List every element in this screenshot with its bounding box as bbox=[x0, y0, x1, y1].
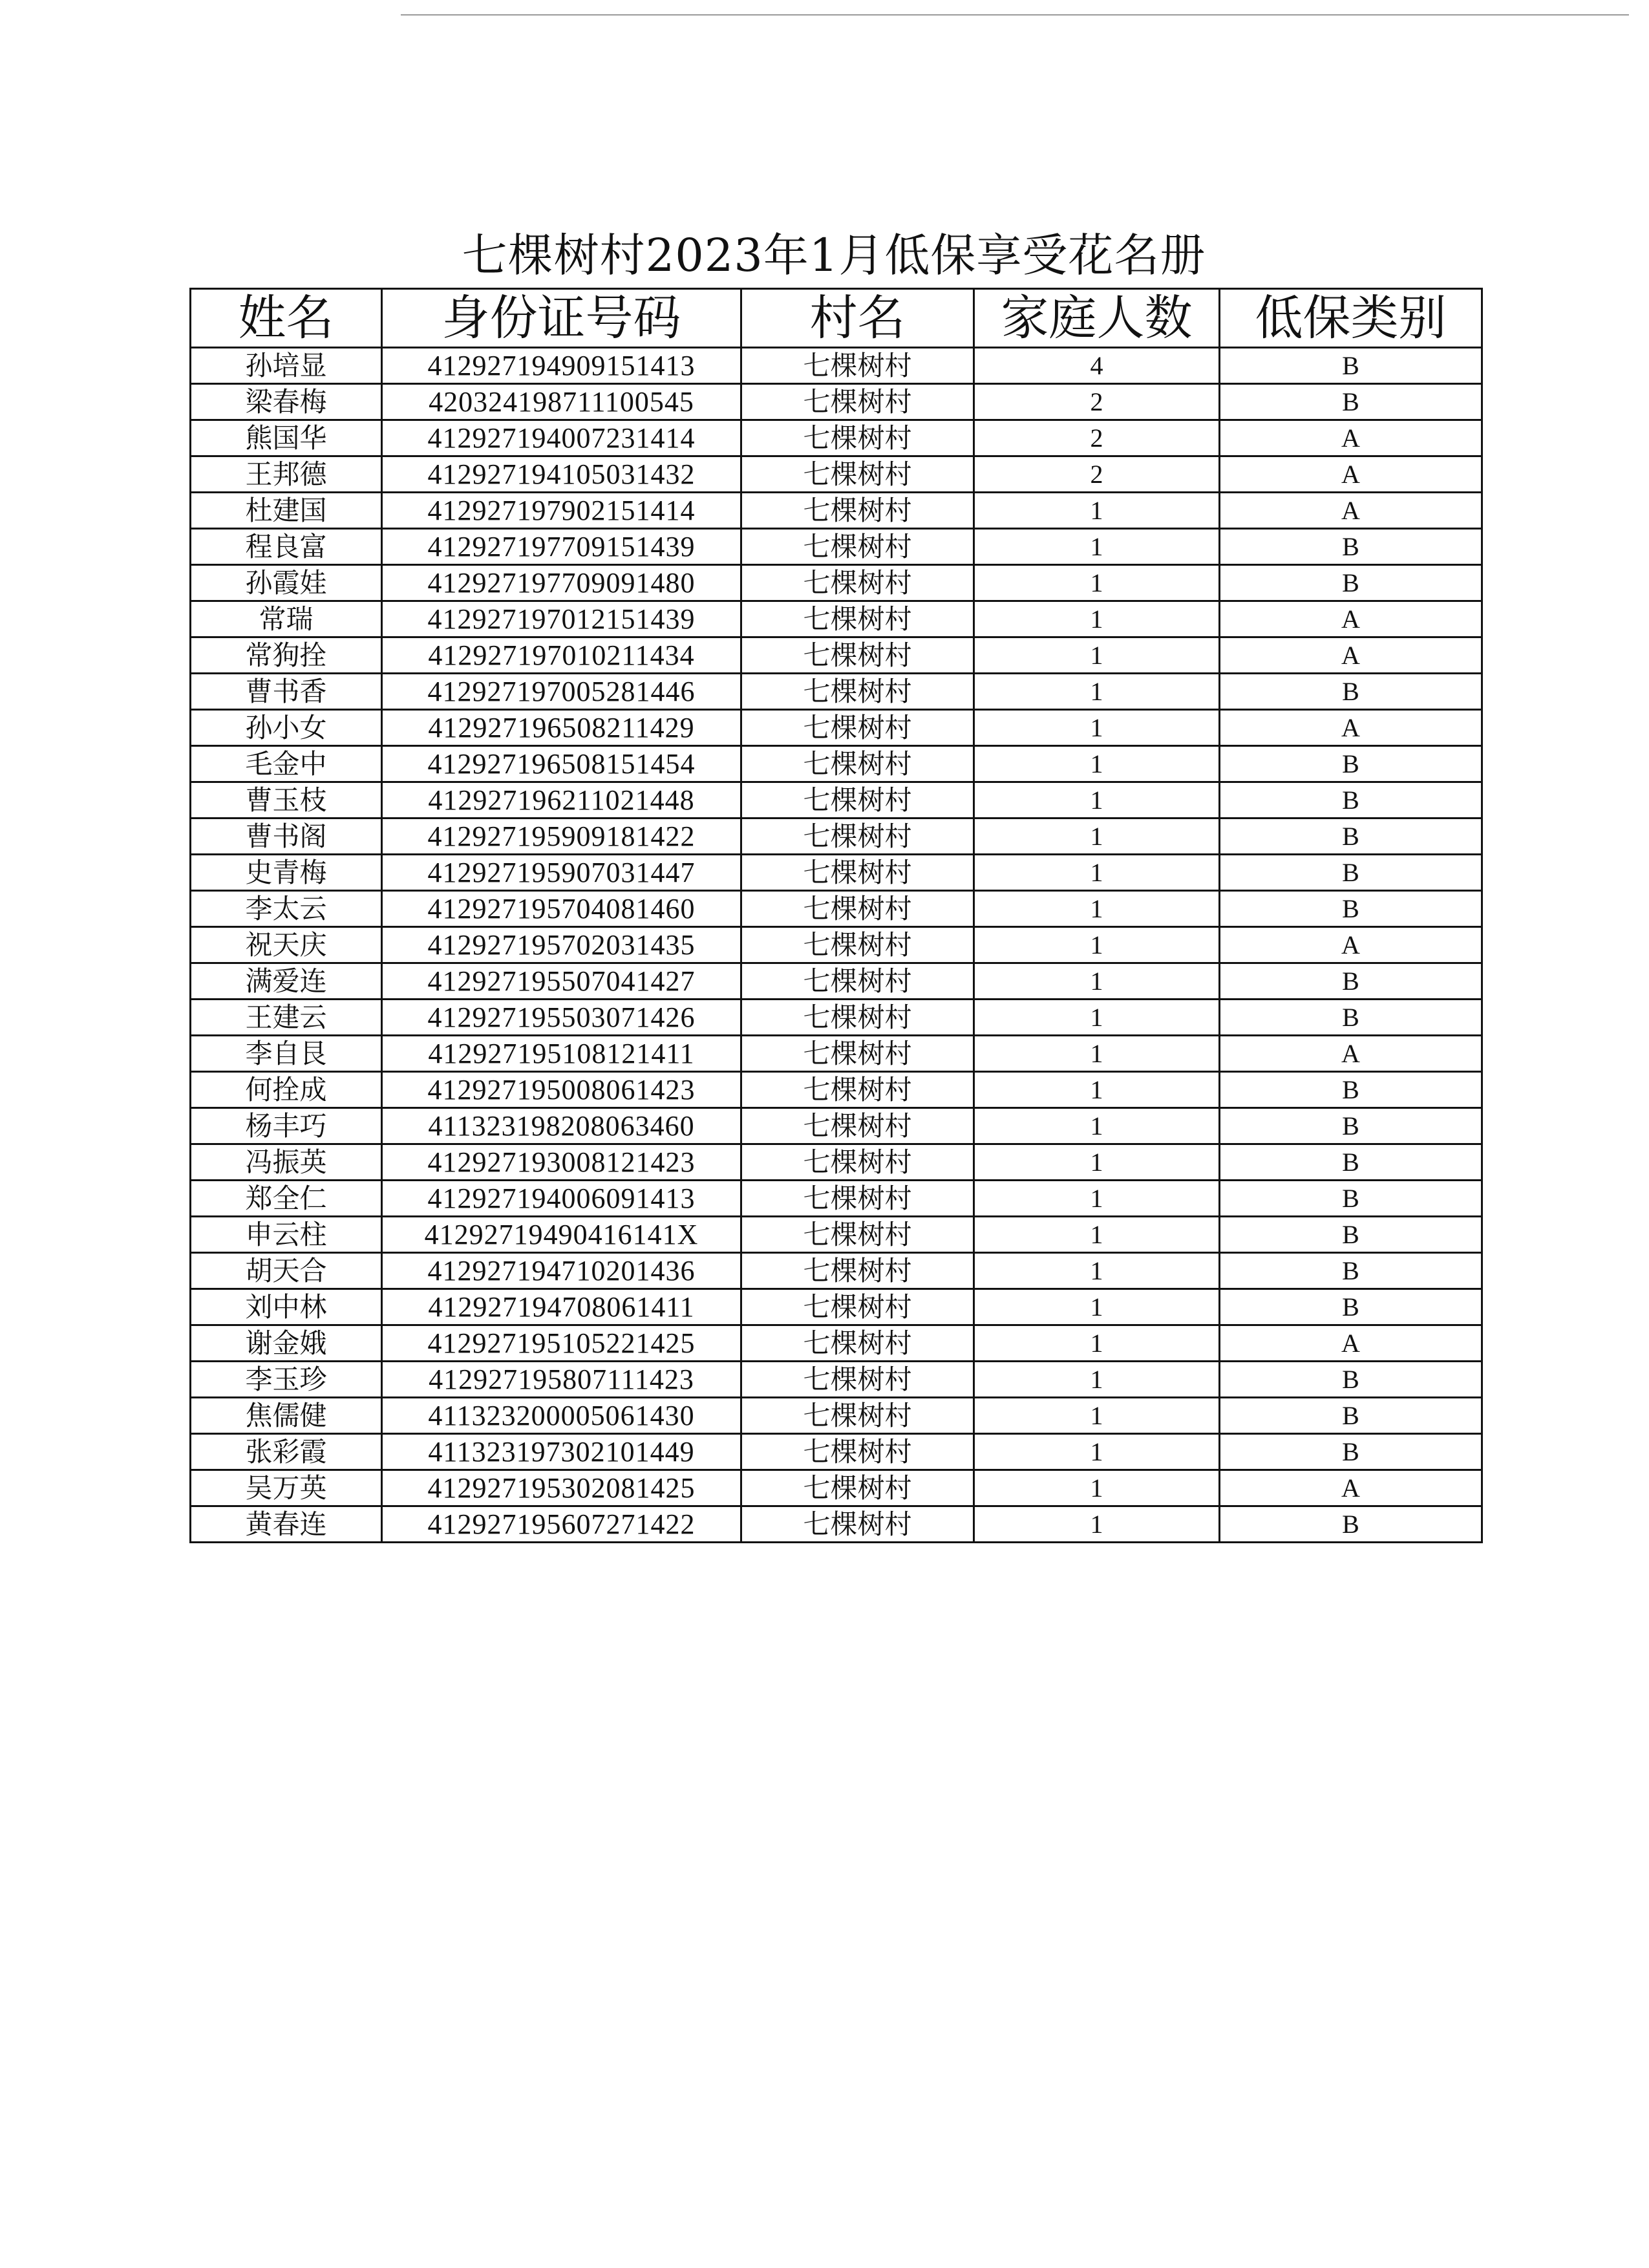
table-row bbox=[191, 348, 1482, 384]
table-row bbox=[191, 1470, 1482, 1506]
cell-village: 七棵树村 bbox=[741, 456, 974, 493]
cell-name: 孙小女 bbox=[191, 710, 382, 746]
cell-id-number: 412927197012151439 bbox=[382, 601, 741, 637]
cell-village: 七棵树村 bbox=[741, 927, 974, 963]
cell-village: 七棵树村 bbox=[741, 1072, 974, 1108]
cell-village: 七棵树村 bbox=[741, 963, 974, 1000]
cell-name: 祝天庆 bbox=[191, 927, 382, 963]
cell-name: 张彩霞 bbox=[191, 1434, 382, 1470]
cell-household-size: 1 bbox=[974, 1398, 1220, 1434]
table-row bbox=[191, 565, 1482, 601]
cell-category: A bbox=[1220, 493, 1482, 529]
document-title: 七棵树村2023年1月低保享受花名册 bbox=[462, 229, 1206, 282]
cell-category: B bbox=[1220, 1144, 1482, 1181]
cell-village: 七棵树村 bbox=[741, 1434, 974, 1470]
cell-household-size: 2 bbox=[974, 420, 1220, 456]
cell-village: 七棵树村 bbox=[741, 529, 974, 565]
cell-id-number: 412927195008061423 bbox=[382, 1072, 741, 1108]
scan-edge-line bbox=[401, 14, 1629, 16]
cell-id-number: 412927193008121423 bbox=[382, 1144, 741, 1181]
cell-household-size: 1 bbox=[974, 493, 1220, 529]
cell-id-number: 412927195702031435 bbox=[382, 927, 741, 963]
cell-household-size: 1 bbox=[974, 1072, 1220, 1108]
table-row bbox=[191, 1000, 1482, 1036]
cell-id-number: 411323200005061430 bbox=[382, 1398, 741, 1434]
cell-name: 李自艮 bbox=[191, 1036, 382, 1072]
table-row bbox=[191, 1108, 1482, 1144]
cell-village: 七棵树村 bbox=[741, 1398, 974, 1434]
cell-id-number: 412927195704081460 bbox=[382, 891, 741, 927]
cell-household-size: 1 bbox=[974, 529, 1220, 565]
cell-household-size: 1 bbox=[974, 746, 1220, 782]
cell-id-number: 412927194007231414 bbox=[382, 420, 741, 456]
cell-village: 七棵树村 bbox=[741, 1506, 974, 1543]
cell-id-number: 411323197302101449 bbox=[382, 1434, 741, 1470]
table-row bbox=[191, 674, 1482, 710]
cell-category: B bbox=[1220, 1289, 1482, 1325]
table-row bbox=[191, 420, 1482, 456]
cell-category: B bbox=[1220, 384, 1482, 420]
table-row bbox=[191, 818, 1482, 855]
cell-category: B bbox=[1220, 818, 1482, 855]
cell-category: A bbox=[1220, 927, 1482, 963]
cell-village: 七棵树村 bbox=[741, 1000, 974, 1036]
cell-category: B bbox=[1220, 1108, 1482, 1144]
table-row bbox=[191, 1398, 1482, 1434]
cell-village: 七棵树村 bbox=[741, 855, 974, 891]
cell-village: 七棵树村 bbox=[741, 420, 974, 456]
table-row bbox=[191, 1506, 1482, 1543]
header-household-size: 家庭人数 bbox=[974, 289, 1220, 348]
cell-household-size: 1 bbox=[974, 601, 1220, 637]
table-row bbox=[191, 1253, 1482, 1289]
cell-name: 刘中林 bbox=[191, 1289, 382, 1325]
cell-category: A bbox=[1220, 456, 1482, 493]
cell-village: 七棵树村 bbox=[741, 384, 974, 420]
table-row bbox=[191, 637, 1482, 674]
cell-household-size: 1 bbox=[974, 1506, 1220, 1543]
cell-id-number: 412927195302081425 bbox=[382, 1470, 741, 1506]
table-row bbox=[191, 963, 1482, 1000]
cell-category: A bbox=[1220, 1325, 1482, 1362]
table-row bbox=[191, 601, 1482, 637]
header-category: 低保类别 bbox=[1220, 289, 1482, 348]
table-row bbox=[191, 1181, 1482, 1217]
table-row bbox=[191, 384, 1482, 420]
table-row bbox=[191, 782, 1482, 818]
cell-id-number: 412927195607271422 bbox=[382, 1506, 741, 1543]
cell-household-size: 1 bbox=[974, 710, 1220, 746]
cell-village: 七棵树村 bbox=[741, 782, 974, 818]
cell-id-number: 412927195503071426 bbox=[382, 1000, 741, 1036]
cell-id-number: 412927195909181422 bbox=[382, 818, 741, 855]
table-row bbox=[191, 529, 1482, 565]
cell-name: 曹玉枝 bbox=[191, 782, 382, 818]
cell-category: A bbox=[1220, 1470, 1482, 1506]
cell-village: 七棵树村 bbox=[741, 565, 974, 601]
cell-category: B bbox=[1220, 1181, 1482, 1217]
table-row bbox=[191, 1434, 1482, 1470]
cell-village: 七棵树村 bbox=[741, 1036, 974, 1072]
cell-household-size: 1 bbox=[974, 637, 1220, 674]
cell-village: 七棵树村 bbox=[741, 674, 974, 710]
cell-category: B bbox=[1220, 1217, 1482, 1253]
cell-category: B bbox=[1220, 348, 1482, 384]
cell-village: 七棵树村 bbox=[741, 1181, 974, 1217]
cell-id-number: 412927194710201436 bbox=[382, 1253, 741, 1289]
roster-body bbox=[191, 348, 1482, 1543]
cell-village: 七棵树村 bbox=[741, 637, 974, 674]
header-village: 村名 bbox=[741, 289, 974, 348]
cell-id-number: 412927197902151414 bbox=[382, 493, 741, 529]
cell-id-number: 412927197010211434 bbox=[382, 637, 741, 674]
cell-id-number: 420324198711100545 bbox=[382, 384, 741, 420]
cell-village: 七棵树村 bbox=[741, 493, 974, 529]
roster-table bbox=[189, 288, 1483, 1543]
cell-category: B bbox=[1220, 1434, 1482, 1470]
cell-name: 常狗拴 bbox=[191, 637, 382, 674]
cell-category: B bbox=[1220, 1506, 1482, 1543]
table-row bbox=[191, 1217, 1482, 1253]
cell-name: 梁春梅 bbox=[191, 384, 382, 420]
cell-village: 七棵树村 bbox=[741, 710, 974, 746]
cell-category: A bbox=[1220, 1036, 1482, 1072]
cell-name: 王邦德 bbox=[191, 456, 382, 493]
cell-id-number: 412927194909151413 bbox=[382, 348, 741, 384]
table-row bbox=[191, 456, 1482, 493]
cell-name: 孙培显 bbox=[191, 348, 382, 384]
table-row bbox=[191, 1144, 1482, 1181]
cell-id-number: 412927195807111423 bbox=[382, 1362, 741, 1398]
cell-household-size: 1 bbox=[974, 782, 1220, 818]
cell-household-size: 1 bbox=[974, 1289, 1220, 1325]
cell-household-size: 1 bbox=[974, 855, 1220, 891]
cell-household-size: 1 bbox=[974, 1434, 1220, 1470]
table-row bbox=[191, 855, 1482, 891]
cell-name: 孙霞娃 bbox=[191, 565, 382, 601]
cell-id-number: 412927194708061411 bbox=[382, 1289, 741, 1325]
table-row bbox=[191, 927, 1482, 963]
cell-village: 七棵树村 bbox=[741, 1470, 974, 1506]
cell-name: 曹书阁 bbox=[191, 818, 382, 855]
cell-id-number: 411323198208063460 bbox=[382, 1108, 741, 1144]
cell-id-number: 412927196211021448 bbox=[382, 782, 741, 818]
cell-name: 王建云 bbox=[191, 1000, 382, 1036]
cell-name: 熊国华 bbox=[191, 420, 382, 456]
cell-name: 李玉珍 bbox=[191, 1362, 382, 1398]
cell-village: 七棵树村 bbox=[741, 1217, 974, 1253]
cell-id-number: 412927196508211429 bbox=[382, 710, 741, 746]
cell-household-size: 1 bbox=[974, 1036, 1220, 1072]
cell-village: 七棵树村 bbox=[741, 601, 974, 637]
cell-category: B bbox=[1220, 1000, 1482, 1036]
cell-category: B bbox=[1220, 1398, 1482, 1434]
cell-category: A bbox=[1220, 637, 1482, 674]
cell-category: B bbox=[1220, 782, 1482, 818]
cell-household-size: 1 bbox=[974, 1181, 1220, 1217]
cell-household-size: 1 bbox=[974, 818, 1220, 855]
cell-village: 七棵树村 bbox=[741, 1253, 974, 1289]
cell-household-size: 1 bbox=[974, 565, 1220, 601]
cell-household-size: 1 bbox=[974, 1253, 1220, 1289]
cell-name: 史青梅 bbox=[191, 855, 382, 891]
cell-name: 胡天合 bbox=[191, 1253, 382, 1289]
header-row bbox=[191, 289, 1482, 348]
cell-name: 冯振英 bbox=[191, 1144, 382, 1181]
cell-category: A bbox=[1220, 710, 1482, 746]
table-row bbox=[191, 891, 1482, 927]
cell-household-size: 2 bbox=[974, 456, 1220, 493]
cell-id-number: 412927197005281446 bbox=[382, 674, 741, 710]
table-row bbox=[191, 1036, 1482, 1072]
cell-household-size: 1 bbox=[974, 674, 1220, 710]
cell-household-size: 1 bbox=[974, 927, 1220, 963]
cell-category: B bbox=[1220, 1362, 1482, 1398]
cell-id-number: 412927197709091480 bbox=[382, 565, 741, 601]
table-row bbox=[191, 746, 1482, 782]
cell-category: B bbox=[1220, 529, 1482, 565]
table-row bbox=[191, 710, 1482, 746]
cell-village: 七棵树村 bbox=[741, 1362, 974, 1398]
cell-id-number: 41292719490416141X bbox=[382, 1217, 741, 1253]
cell-name: 焦儒健 bbox=[191, 1398, 382, 1434]
cell-household-size: 1 bbox=[974, 1470, 1220, 1506]
cell-category: B bbox=[1220, 891, 1482, 927]
cell-name: 黄春连 bbox=[191, 1506, 382, 1543]
cell-name: 曹书香 bbox=[191, 674, 382, 710]
table-row bbox=[191, 1325, 1482, 1362]
cell-village: 七棵树村 bbox=[741, 1108, 974, 1144]
cell-category: B bbox=[1220, 855, 1482, 891]
cell-household-size: 1 bbox=[974, 1217, 1220, 1253]
cell-id-number: 412927194105031432 bbox=[382, 456, 741, 493]
cell-name: 郑全仁 bbox=[191, 1181, 382, 1217]
cell-household-size: 1 bbox=[974, 1325, 1220, 1362]
cell-name: 常瑞 bbox=[191, 601, 382, 637]
cell-name: 吴万英 bbox=[191, 1470, 382, 1506]
cell-household-size: 4 bbox=[974, 348, 1220, 384]
cell-household-size: 1 bbox=[974, 1108, 1220, 1144]
table-row bbox=[191, 1072, 1482, 1108]
cell-id-number: 412927195907031447 bbox=[382, 855, 741, 891]
cell-village: 七棵树村 bbox=[741, 1289, 974, 1325]
cell-household-size: 1 bbox=[974, 891, 1220, 927]
cell-category: B bbox=[1220, 1072, 1482, 1108]
cell-household-size: 2 bbox=[974, 384, 1220, 420]
cell-village: 七棵树村 bbox=[741, 1144, 974, 1181]
cell-id-number: 412927196508151454 bbox=[382, 746, 741, 782]
cell-name: 李太云 bbox=[191, 891, 382, 927]
cell-name: 毛金中 bbox=[191, 746, 382, 782]
cell-name: 谢金娥 bbox=[191, 1325, 382, 1362]
cell-household-size: 1 bbox=[974, 1144, 1220, 1181]
cell-category: B bbox=[1220, 746, 1482, 782]
table-row bbox=[191, 1289, 1482, 1325]
table-row bbox=[191, 493, 1482, 529]
cell-id-number: 412927195108121411 bbox=[382, 1036, 741, 1072]
cell-village: 七棵树村 bbox=[741, 891, 974, 927]
cell-category: B bbox=[1220, 565, 1482, 601]
cell-name: 申云柱 bbox=[191, 1217, 382, 1253]
cell-village: 七棵树村 bbox=[741, 1325, 974, 1362]
header-id-number: 身份证号码 bbox=[382, 289, 741, 348]
cell-category: B bbox=[1220, 963, 1482, 1000]
cell-id-number: 412927194006091413 bbox=[382, 1181, 741, 1217]
cell-household-size: 1 bbox=[974, 1000, 1220, 1036]
table-row bbox=[191, 1362, 1482, 1398]
cell-id-number: 412927195507041427 bbox=[382, 963, 741, 1000]
cell-name: 杜建国 bbox=[191, 493, 382, 529]
cell-household-size: 1 bbox=[974, 1362, 1220, 1398]
cell-category: A bbox=[1220, 601, 1482, 637]
cell-village: 七棵树村 bbox=[741, 746, 974, 782]
cell-id-number: 412927197709151439 bbox=[382, 529, 741, 565]
cell-name: 何拴成 bbox=[191, 1072, 382, 1108]
cell-id-number: 412927195105221425 bbox=[382, 1325, 741, 1362]
cell-category: A bbox=[1220, 420, 1482, 456]
cell-village: 七棵树村 bbox=[741, 818, 974, 855]
cell-name: 杨丰巧 bbox=[191, 1108, 382, 1144]
cell-name: 满爱连 bbox=[191, 963, 382, 1000]
cell-category: B bbox=[1220, 674, 1482, 710]
cell-name: 程良富 bbox=[191, 529, 382, 565]
header-name: 姓名 bbox=[191, 289, 382, 348]
cell-village: 七棵树村 bbox=[741, 348, 974, 384]
cell-category: B bbox=[1220, 1253, 1482, 1289]
cell-household-size: 1 bbox=[974, 963, 1220, 1000]
